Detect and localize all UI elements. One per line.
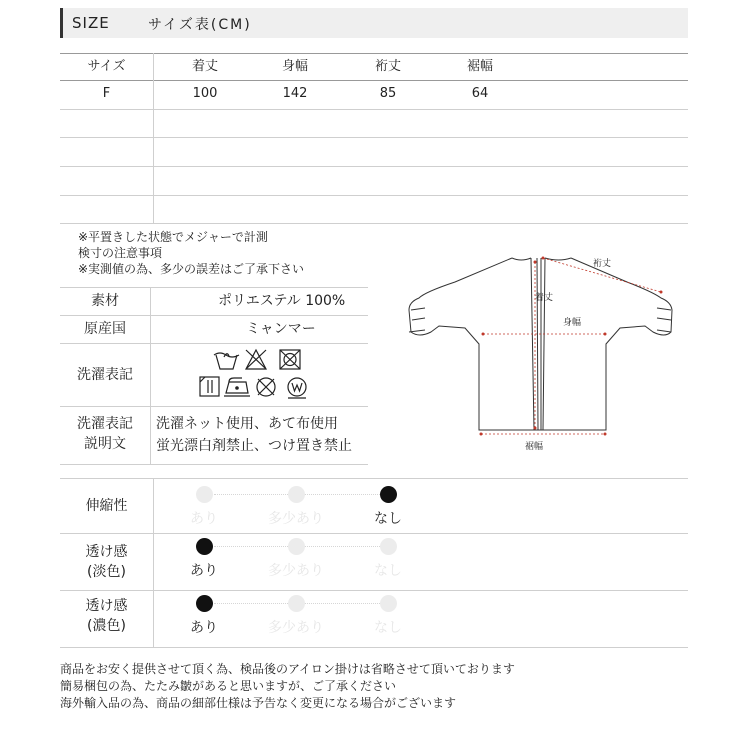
- footer-note-ironing: 商品をお安く提供させて頂く為、検品後のアイロン掛けは省略させて頂いております: [60, 662, 515, 676]
- section-header: [60, 8, 688, 38]
- origin-value: ミャンマー: [246, 321, 316, 337]
- stretch-dot-some: [288, 486, 305, 503]
- scale-label-sheer-light-1: 透け感: [85, 544, 128, 560]
- table-header-yukitake: 裄丈: [374, 59, 401, 74]
- table-header-susohaba: 裾幅: [466, 59, 493, 74]
- table-cell-size: F: [102, 86, 111, 101]
- material-value: ポリエステル 100%: [218, 293, 346, 309]
- section-subtitle: サイズ表(CM): [148, 17, 252, 33]
- no-tumble-dry-icon: [280, 350, 300, 369]
- table-cell-susohaba: 64: [471, 86, 489, 101]
- stretch-dot-none: [380, 486, 397, 503]
- scale-label-sheer-dark-1: 透け感: [85, 598, 128, 614]
- note-error: ※実測値の為、多少の誤差はご了承下さい: [78, 262, 305, 276]
- footer-note-import: 海外輸入品の為、商品の細部仕様は予告なく変更になる場合がございます: [60, 696, 457, 710]
- no-bleach-icon: [246, 350, 266, 369]
- wash-label: 洗濯表記: [77, 367, 133, 383]
- wash-desc-label-line1: 洗濯表記: [77, 416, 133, 432]
- diagram-label-susohaba: 裾幅: [525, 442, 544, 452]
- diagram-label-mihaba: 身幅: [563, 318, 582, 328]
- sheer-light-dot-yes: [196, 538, 213, 555]
- table-header-kitake: 着丈: [191, 59, 218, 74]
- stretch-option-some: 多少あり: [268, 511, 324, 527]
- sheer-dark-option-some: 多少あり: [268, 620, 324, 636]
- sheer-light-option-yes: あり: [190, 563, 218, 579]
- stretch-option-none: なし: [374, 511, 402, 527]
- sheer-light-dot-none: [380, 538, 397, 555]
- iron-low-icon: [224, 378, 250, 396]
- no-dry-clean-icon: [257, 378, 275, 396]
- footer-note-packing: 簡易梱包の為、たたみ皺があると思いますが、ご了承ください: [60, 679, 397, 693]
- sheer-dark-dot-none: [380, 595, 397, 612]
- material-label: 素材: [91, 293, 119, 309]
- sheer-dark-dot-some: [288, 595, 305, 612]
- sheer-light-dot-some: [288, 538, 305, 555]
- cardigan-diagram: [395, 240, 685, 460]
- drip-dry-shade-icon: [200, 377, 219, 396]
- laundry-symbols: [196, 346, 316, 404]
- diagram-label-yukitake: 裄丈: [593, 259, 612, 269]
- note-caution: 検寸の注意事項: [78, 246, 163, 260]
- wash-desc-line1: 洗濯ネット使用、あて布使用: [156, 416, 338, 432]
- section-title: SIZE: [72, 14, 110, 32]
- garment-diagram: [395, 240, 685, 460]
- sheer-light-option-none: なし: [374, 563, 402, 579]
- sheer-light-option-some: 多少あり: [268, 563, 324, 579]
- scale-label-sheer-dark-2: (濃色): [87, 618, 126, 634]
- table-cell-yukitake: 85: [379, 86, 397, 101]
- stretch-option-yes: あり: [190, 511, 218, 527]
- origin-label: 原産国: [84, 321, 126, 337]
- scale-label-stretch: 伸縮性: [85, 498, 128, 514]
- header-accent-bar: [60, 8, 63, 38]
- wash-desc-line2: 蛍光漂白剤禁止、つけ置き禁止: [156, 438, 352, 454]
- sheer-dark-option-none: なし: [374, 620, 402, 636]
- table-header-size: サイズ: [87, 59, 126, 74]
- scale-label-sheer-light-2: (淡色): [87, 564, 126, 580]
- table-cell-kitake: 100: [192, 86, 218, 101]
- stretch-dot-yes: [196, 486, 213, 503]
- sheer-dark-option-yes: あり: [190, 620, 218, 636]
- diagram-label-kitake: 着丈: [535, 293, 554, 303]
- table-cell-mihaba: 142: [282, 86, 308, 101]
- wash-desc-label-line2: 説明文: [84, 436, 126, 452]
- note-measure: ※平置きした状態でメジャーで計測: [78, 230, 268, 244]
- sheer-dark-dot-yes: [196, 595, 213, 612]
- hand-wash-icon: [214, 353, 239, 369]
- table-header-mihaba: 身幅: [281, 59, 308, 74]
- wet-clean-icon: [288, 378, 306, 398]
